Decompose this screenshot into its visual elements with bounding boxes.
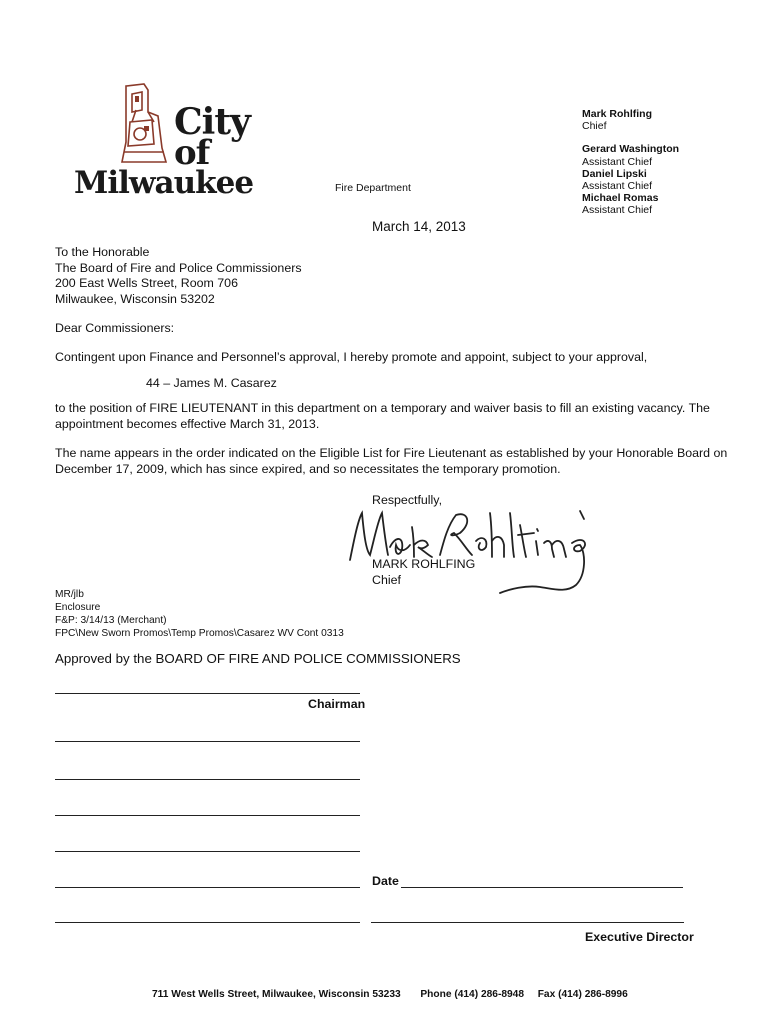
logo-city-text: City — [174, 101, 250, 143]
handwritten-signature — [340, 505, 610, 605]
signer-title: Chief — [372, 573, 401, 587]
closing: Respectfully, — [372, 493, 443, 507]
staff-name: Michael Romas — [582, 192, 659, 205]
date-label: Date — [372, 874, 399, 888]
paragraph-3 — [55, 446, 765, 477]
staff-list — [582, 108, 762, 217]
staff-title: Assistant Chief — [582, 204, 653, 217]
reference-line: F&P: 3/14/13 (Merchant) — [55, 615, 167, 626]
city-seal-logo-icon — [118, 82, 170, 168]
paragraph-2-line: appointment becomes effective March 31, 2013. — [55, 416, 320, 431]
staff-title: Assistant Chief — [582, 155, 653, 168]
paragraph-3-line: December 17, 2009, which has since expired, and so necessitates the temporary promotion. — [55, 461, 561, 476]
address-line: To the Honorable — [55, 245, 150, 259]
paragraph-2 — [55, 401, 755, 432]
salutation: Dear Commissioners: — [55, 321, 175, 335]
references-block — [55, 588, 344, 640]
address-line: Milwaukee, Wisconsin 53202 — [55, 291, 215, 306]
approval-heading: Approved by the BOARD OF FIRE AND POLICE COMMISSIONERS — [55, 651, 461, 666]
commissioner-signature-line — [55, 779, 360, 780]
executive-director-label: Executive Director — [585, 930, 694, 944]
footer-fax: Fax (414) 286-8996 — [537, 989, 628, 1000]
commissioner-signature-line — [55, 887, 360, 888]
logo-milwaukee-text: Milwaukee — [74, 165, 254, 201]
reference-line: FPC\New Sworn Promos\Temp Promos\Casarez WV Cont 0313 — [55, 628, 344, 639]
logo-of-text: of — [174, 133, 210, 173]
commissioner-signature-line — [55, 851, 360, 852]
footer-address: 711 West Wells Street, Milwaukee, Wisconsin 53233 — [152, 989, 401, 1000]
address-line: The Board of Fire and Police Commissioners — [55, 260, 302, 275]
chairman-label: Chairman — [308, 697, 366, 711]
paragraph-2-line: to the position of FIRE LIEUTENANT in this department on a temporary and waiver basis to fill an existing vacancy. The — [55, 401, 710, 415]
department-name: Fire Department — [335, 182, 411, 194]
letter-date: March 14, 2013 — [372, 219, 466, 234]
signer-name: MARK ROHLFING — [372, 557, 476, 571]
appointee: 44 – James M. Casarez — [146, 376, 277, 390]
paragraph-3-line: The name appears in the order indicated on the Eligible List for Fire Lieutenant as established by your Honorable Board on — [55, 446, 728, 460]
address-line: 200 East Wells Street, Room 706 — [55, 276, 238, 290]
paragraph-1: Contingent upon Finance and Personnel’s approval, I hereby promote and appoint, subject to your approval, — [55, 350, 648, 364]
staff-title: Chief — [582, 120, 607, 133]
staff-name: Daniel Lipski — [582, 167, 647, 180]
staff-title: Assistant Chief — [582, 180, 653, 193]
reference-line: MR/jlb — [55, 589, 84, 600]
reference-line: Enclosure — [55, 602, 101, 613]
executive-director-signature-line — [371, 922, 684, 923]
chairman-signature-line — [55, 693, 360, 694]
date-line — [401, 887, 683, 888]
commissioner-signature-line — [55, 741, 360, 742]
footer-phone: Phone (414) 286-8948 — [420, 989, 525, 1000]
address-block — [55, 245, 302, 307]
commissioner-signature-line — [55, 815, 360, 816]
staff-name: Gerard Washington — [582, 143, 680, 156]
footer — [152, 989, 628, 1000]
staff-name: Mark Rohlfing — [582, 108, 652, 120]
commissioner-signature-line — [55, 922, 360, 923]
